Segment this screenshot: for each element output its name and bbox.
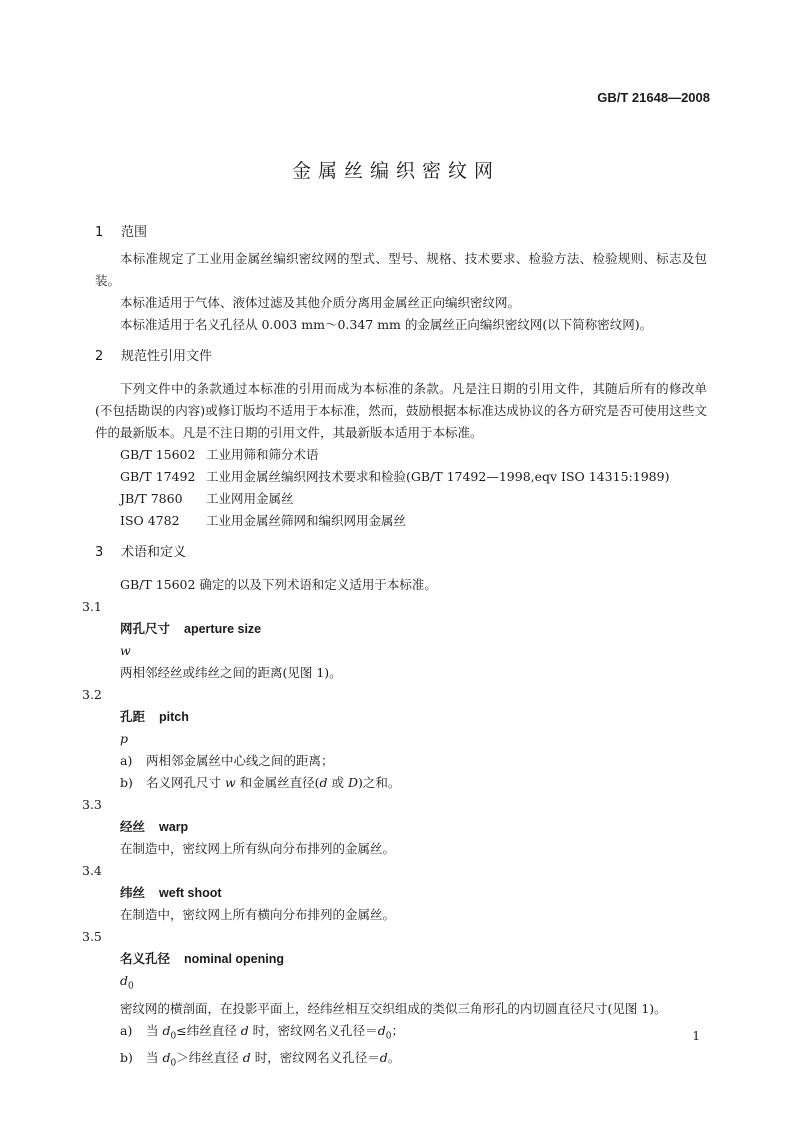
section-title: 规范性引用文件 <box>121 349 213 364</box>
term-en: aperture size <box>184 622 262 636</box>
term-zh: 孔距 <box>120 709 146 724</box>
section-number: 2 <box>95 349 104 364</box>
list-marker: b) <box>120 775 133 790</box>
section-heading-references <box>95 346 707 368</box>
list-text: 两相邻金属丝中心线之间的距离； <box>146 753 334 768</box>
term-en: pitch <box>159 710 189 724</box>
variable: d <box>379 1050 388 1065</box>
term-zh: 纬丝 <box>120 885 146 900</box>
reference-name: 工业用筛和筛分术语 <box>206 447 319 462</box>
term-zh: 名义孔径 <box>120 951 171 966</box>
term-en: nominal opening <box>184 952 285 966</box>
list-text: 时，密纹网名义孔径＝ <box>248 1022 378 1038</box>
list-marker: a) <box>120 753 133 768</box>
term-number: 3.1 <box>82 599 102 614</box>
variable: d <box>240 1022 249 1038</box>
document-body <box>82 222 707 1075</box>
standard-number: GB/T 21648—2008 <box>597 90 710 105</box>
variable: $d_0$ <box>377 1022 392 1041</box>
page-number: 1 <box>692 1029 700 1043</box>
variable: d <box>242 1050 251 1065</box>
reference-code: GB/T 15602 <box>120 447 196 462</box>
variable: w <box>224 775 236 790</box>
term-en: weft shoot <box>159 886 222 900</box>
variable: D <box>348 775 359 790</box>
term-symbol: p <box>120 731 129 746</box>
term-definition: 在制造中，密纹网上所有横向分布排列的金属丝。 <box>120 907 396 922</box>
list-text: )之和。 <box>358 775 401 790</box>
reference-name: 工业用金属丝编织网技术要求和检验(GB/T 17492—1998,eqv ISO 14315:1989) <box>206 469 670 484</box>
list-text: ； <box>391 1022 404 1038</box>
term-zh: 经丝 <box>120 819 146 834</box>
list-text: ≤纬丝直径 <box>176 1022 241 1038</box>
list-text: 当 <box>146 1022 163 1038</box>
reference-name: 工业用金属丝筛网和编织网用金属丝 <box>206 513 407 528</box>
list-item <box>120 750 707 772</box>
paragraph: 本标准适用于气体、液体过滤及其他介质分离用金属丝正向编织密纹网。 <box>120 295 521 310</box>
document-title: 金属丝编织密纹网 <box>291 160 500 182</box>
term-number: 3.5 <box>82 929 102 944</box>
list-text: 时，密纹网名义孔径＝ <box>250 1050 380 1065</box>
term-heading <box>120 816 707 838</box>
term-heading <box>120 948 707 970</box>
section-title: 范围 <box>121 225 148 240</box>
paragraph: 本标准规定了工业用金属丝编织密纹网的型式、型号、规格、技术要求、检验方法、检验规则、标志及包装。 <box>95 251 707 288</box>
reference-code: ISO 4782 <box>120 513 180 528</box>
reference-name: 工业网用金属丝 <box>206 491 294 506</box>
section-title: 术语和定义 <box>121 545 187 560</box>
list-text: 或 <box>327 775 349 790</box>
reference-item <box>120 488 707 510</box>
section-heading-terms <box>95 542 707 564</box>
term-zh: 网孔尺寸 <box>120 621 171 636</box>
section-number: 1 <box>95 225 104 240</box>
term-heading <box>120 882 707 904</box>
list-text: ＞纬丝直径 <box>176 1050 243 1065</box>
term-heading <box>120 706 707 728</box>
term-symbol: w <box>120 643 131 658</box>
reference-code: GB/T 17492 <box>120 469 196 484</box>
paragraph: 下列文件中的条款通过本标准的引用而成为本标准的条款。凡是注日期的引用文件，其随后所有的修改单(不包括勘误的内容)或修订版均不适用于本标准，然而，鼓励根据本标准达成协议的各方研究是否可使用这些文件的最新版本。凡是不注日期的引用文件，其最新版本适用于本标准。 <box>95 381 707 440</box>
term-definition: 在制造中，密纹网上所有纵向分布排列的金属丝。 <box>120 841 396 856</box>
term-number: 3.3 <box>82 797 102 812</box>
reference-item <box>120 466 707 488</box>
list-text: 和金属丝直径( <box>235 775 320 790</box>
paragraph: GB/T 15602 确定的以及下列术语和定义适用于本标准。 <box>120 577 437 592</box>
reference-item <box>120 444 707 466</box>
term-heading <box>120 618 707 640</box>
paragraph: 本标准适用于名义孔径从 0.003 mm～0.347 mm 的金属丝正向编织密纹网(以下简称密纹网)。 <box>120 317 653 332</box>
term-en: warp <box>159 820 189 834</box>
variable: d <box>319 775 328 790</box>
list-text: 名义网孔尺寸 <box>146 775 225 790</box>
section-number: 3 <box>95 545 104 560</box>
list-marker: a) <box>120 1022 133 1038</box>
list-text: 当 <box>146 1050 163 1065</box>
variable: $d_0$ <box>162 1050 177 1069</box>
reference-code: JB/T 7860 <box>120 491 183 506</box>
term-symbol: $d_0$ <box>120 973 134 992</box>
variable: $d_0$ <box>162 1022 177 1041</box>
term-definition: 密纹网的横剖面，在投影平面上，经纬丝相互交织组成的类似三角形孔的内切圆直径尺寸(见图 1)。 <box>120 1000 667 1016</box>
term-number: 3.2 <box>82 687 102 702</box>
list-item <box>120 772 707 794</box>
reference-item <box>120 510 707 532</box>
list-text: 。 <box>387 1050 401 1065</box>
list-item <box>120 1047 707 1075</box>
list-marker: b) <box>120 1050 133 1065</box>
term-number: 3.4 <box>82 863 102 878</box>
list-item <box>120 1020 707 1048</box>
term-definition: 两相邻经丝或纬丝之间的距离(见图 1)。 <box>120 665 342 680</box>
section-heading-scope <box>95 222 707 244</box>
